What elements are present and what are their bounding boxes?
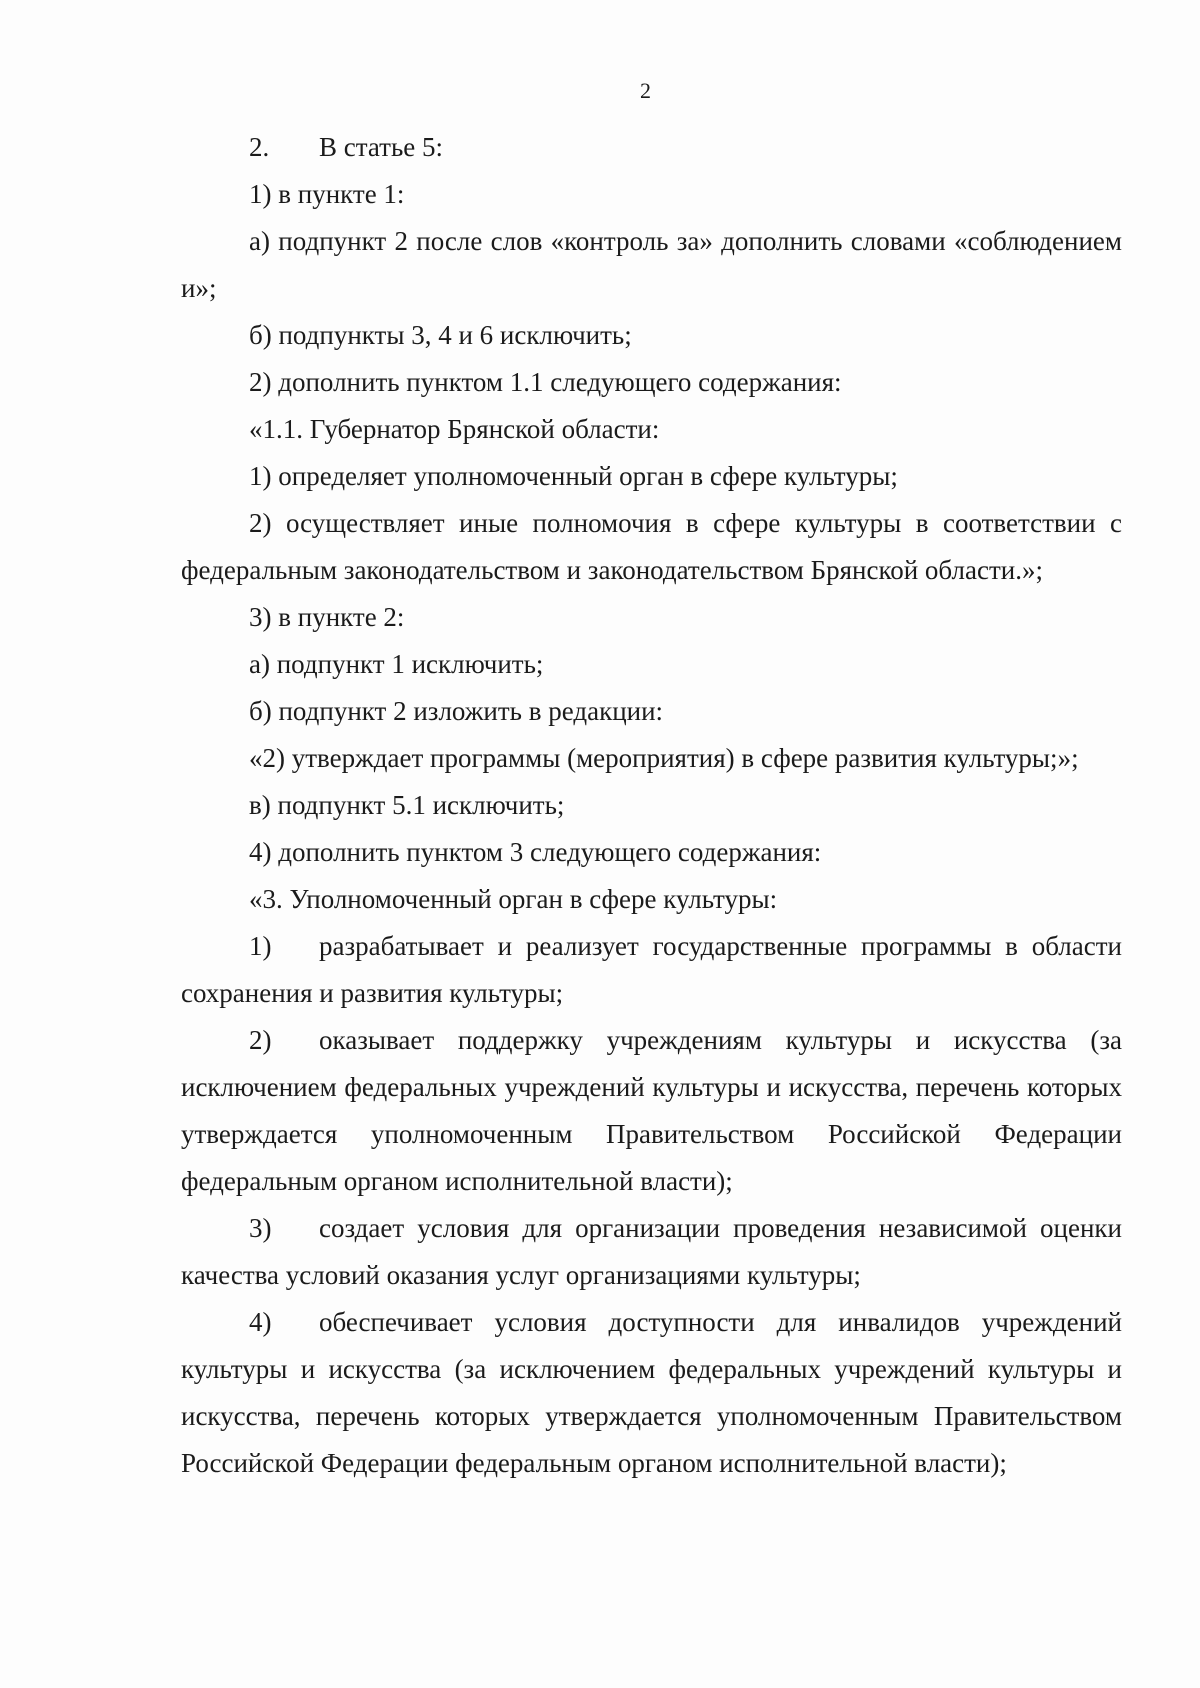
paragraph: «3. Уполномоченный орган в сфере культуры:	[249, 884, 778, 914]
paragraph: б) подпункты 3, 4 и 6 исключить;	[249, 320, 632, 350]
item-number: 4)	[249, 1307, 272, 1337]
paragraph: в) подпункт 5.1 исключить;	[249, 790, 565, 820]
paragraph-item-1	[181, 923, 1122, 1017]
paragraph: 2) осуществляет иные полномочия в сфере культуры в соответствии с федеральным законодательством и законодательством Брянской области.»;	[181, 508, 1122, 585]
item-number: 3)	[249, 1213, 272, 1243]
paragraph: «2) утверждает программы (мероприятия) в сфере развития культуры;»;	[249, 743, 1079, 773]
paragraph: «1.1. Губернатор Брянской области:	[249, 414, 660, 444]
paragraph-text: оказывает поддержку учреждениям культуры и искусства (за исключением федеральных учреждений культуры и искусства, перечень которых утверждается уполномоченным Правительством Российской Федерации федеральным органом исполнительной власти);	[181, 1025, 1122, 1196]
paragraph: а) подпункт 2 после слов «контроль за» дополнить словами «соблюдением и»;	[181, 226, 1122, 303]
paragraph: 3) в пункте 2:	[249, 602, 405, 632]
paragraph: 1) в пункте 1:	[249, 179, 405, 209]
paragraph-text: разрабатывает и реализует государственные программы в области сохранения и развития культуры;	[181, 931, 1122, 1008]
paragraph: 4) дополнить пунктом 3 следующего содержания:	[249, 837, 822, 867]
item-number: 2.	[249, 132, 270, 162]
paragraph: 2) дополнить пунктом 1.1 следующего содержания:	[249, 367, 842, 397]
paragraph: а) подпункт 1 исключить;	[249, 649, 544, 679]
paragraph-text: В статье 5:	[319, 132, 444, 162]
paragraph: 1) определяет уполномоченный орган в сфере культуры;	[249, 461, 898, 491]
paragraph-item-2	[181, 1017, 1122, 1205]
item-number: 1)	[249, 931, 272, 961]
paragraph-article-5	[181, 124, 1122, 171]
item-number: 2)	[249, 1025, 272, 1055]
page-number: 2	[640, 78, 651, 103]
paragraph-item-4	[181, 1299, 1122, 1487]
document-body	[181, 124, 1122, 1487]
paragraph: б) подпункт 2 изложить в редакции:	[249, 696, 664, 726]
paragraph-text: создает условия для организации проведения независимой оценки качества условий оказания услуг организациями культуры;	[181, 1213, 1122, 1290]
paragraph-text: обеспечивает условия доступности для инвалидов учреждений культуры и искусства (за исключением федеральных учреждений культуры и искусства, перечень которых утверждается уполномоченным Правительством Российской Федерации федеральным органом исполнительной власти);	[181, 1307, 1122, 1478]
paragraph-item-3	[181, 1205, 1122, 1299]
